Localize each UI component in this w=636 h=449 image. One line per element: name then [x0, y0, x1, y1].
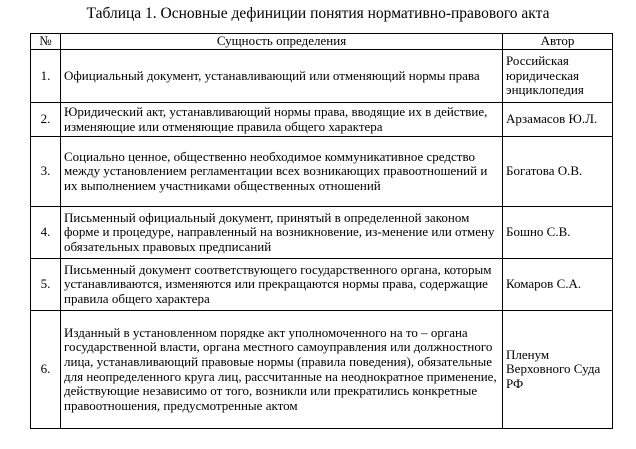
row-author: Российская юридическая энциклопедия — [503, 50, 613, 103]
table-row — [31, 259, 613, 311]
row-definition: Официальный документ, устанавливающий или отменяющий нормы права — [61, 50, 503, 103]
row-author: Комаров С.А. — [503, 259, 613, 311]
table-caption: Таблица 1. Основные дефиниции понятия нормативно-правового акта — [86, 5, 550, 22]
row-number: 2. — [31, 103, 61, 137]
header-number: № — [31, 34, 61, 50]
header-author: Автор — [503, 34, 613, 50]
row-definition: Письменный документ соответствующего государственного органа, которым устанавливаются, изменяются или прекращаются нормы права, содержащие правила общего характера — [61, 259, 503, 311]
row-definition: Письменный официальный документ, принятый в определенной законом форме и процедуре, направленный на возникновение, из-менение или отмену обязательных правовых предписаний — [61, 207, 503, 259]
row-number: 3. — [31, 137, 61, 207]
row-number: 6. — [31, 311, 61, 429]
row-number: 5. — [31, 259, 61, 311]
header-definition: Сущность определения — [61, 34, 503, 50]
table-row — [31, 103, 613, 137]
row-definition: Изданный в установленном порядке акт уполномоченного на то – органа государственной власти, органа местного самоуправления или должностного лица, устанавливающий правовые нормы (правила поведения), обязательные для неопределенного круга лиц, рассчитанные на неоднократное применение, действующие независимо от того, возникли или прекратились конкретные правоотношения, предусмотренные актом — [61, 311, 503, 429]
row-author: Бошно С.В. — [503, 207, 613, 259]
table-row — [31, 137, 613, 207]
table-row — [31, 50, 613, 103]
row-author: Пленум Верховного Суда РФ — [503, 311, 613, 429]
row-number: 1. — [31, 50, 61, 103]
row-author: Арзамасов Ю.Л. — [503, 103, 613, 137]
table-header-row — [31, 34, 613, 50]
row-definition: Юридический акт, устанавливающий нормы права, вводящие их в действие, изменяющие или отменяющие правила общего характера — [61, 103, 503, 137]
row-author: Богатова О.В. — [503, 137, 613, 207]
row-definition: Социально ценное, общественно необходимое коммуникативное средство между установлением регламентации всех возникающих правоотношений и их выполнением участниками общественных отношений — [61, 137, 503, 207]
table-row — [31, 207, 613, 259]
definitions-table — [30, 33, 613, 429]
row-number: 4. — [31, 207, 61, 259]
table-row — [31, 311, 613, 429]
